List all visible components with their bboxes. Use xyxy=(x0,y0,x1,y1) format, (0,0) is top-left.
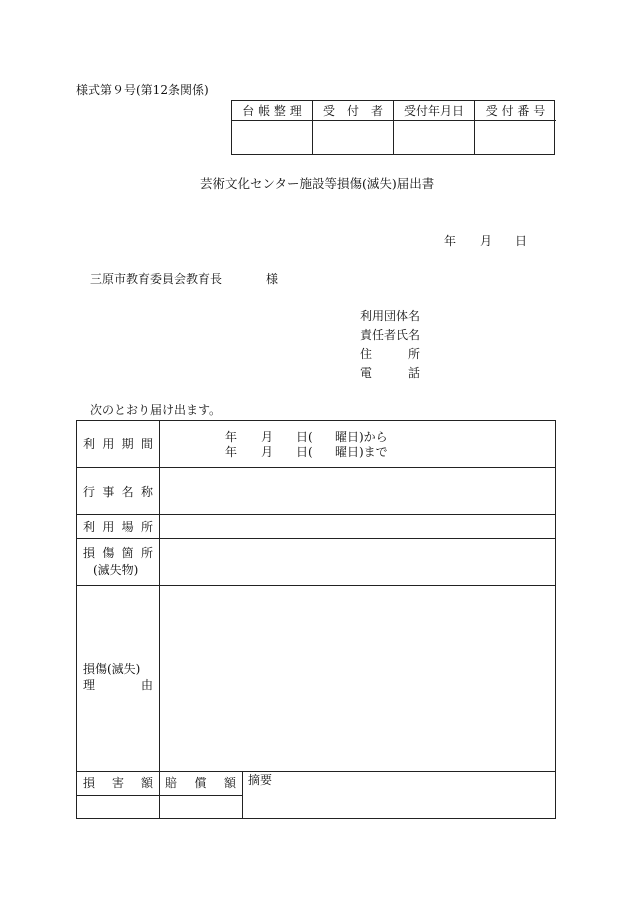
damage-place-sublabel: (滅失物) xyxy=(93,563,139,577)
amount-column-divider xyxy=(242,771,243,818)
compensation-label xyxy=(165,777,236,789)
receipt-col-ledger xyxy=(232,101,313,154)
place-label xyxy=(83,521,153,533)
label-char: 期 xyxy=(121,437,134,451)
remarks-label: 摘要 xyxy=(248,773,273,787)
period-to-weekday: 曜日)まで xyxy=(335,445,388,459)
label-char: 名 xyxy=(121,485,134,499)
loss-amount-field[interactable] xyxy=(79,798,157,816)
label-char: 傷 xyxy=(102,546,115,560)
phone-label-char: 話 xyxy=(407,366,420,380)
label-char: 間 xyxy=(140,437,153,451)
period-to-year: 年 xyxy=(225,445,238,459)
document-title: 芸術文化センター施設等損傷(滅失)届出書 xyxy=(200,176,435,191)
receipt-header-date: 受付年月日 xyxy=(394,101,474,121)
damage-place-field[interactable] xyxy=(163,542,551,582)
label-char: 害 xyxy=(111,776,124,790)
compensation-field[interactable] xyxy=(162,798,240,816)
reason-label-line1: 損傷(滅失) xyxy=(83,662,141,676)
label-char: 由 xyxy=(140,678,153,692)
label-char: 賠 xyxy=(165,776,178,790)
applicant-person-label: 責任者氏名 xyxy=(360,328,421,342)
receipt-col-number xyxy=(475,101,556,154)
damage-place-label xyxy=(83,547,153,559)
label-char: 箇 xyxy=(121,546,134,560)
date-day-label: 日 xyxy=(515,234,528,248)
period-to-month: 月 xyxy=(261,445,274,459)
label-char: 利 xyxy=(83,437,96,451)
receipt-box xyxy=(231,100,555,155)
intro-text: 次のとおり届け出ます。 xyxy=(90,403,222,417)
applicant-org-label: 利用団体名 xyxy=(360,309,421,323)
label-char: 場 xyxy=(121,520,134,534)
period-to-day: 日( xyxy=(296,445,313,459)
period-from-weekday: 曜日)から xyxy=(335,430,388,444)
receipt-header-ledger: 台 帳 整 理 xyxy=(232,101,312,121)
address-label-char: 所 xyxy=(407,347,420,361)
period-label xyxy=(83,438,153,450)
label-char: 損 xyxy=(83,776,96,790)
label-char: 行 xyxy=(83,485,96,499)
label-char: 用 xyxy=(102,520,115,534)
address-label-char: 住 xyxy=(360,347,373,361)
label-char: 額 xyxy=(140,776,153,790)
reason-field[interactable] xyxy=(163,589,551,767)
label-char: 所 xyxy=(140,520,153,534)
applicant-phone-label xyxy=(360,367,420,379)
row-divider xyxy=(77,467,555,468)
label-char: 償 xyxy=(194,776,207,790)
row-divider xyxy=(77,585,555,586)
phone-label-char: 電 xyxy=(360,366,373,380)
place-field[interactable] xyxy=(163,518,551,535)
form-number: 様式第９号(第12条関係) xyxy=(76,83,209,97)
loss-amount-label xyxy=(83,777,153,789)
period-from-year: 年 xyxy=(225,430,238,444)
receipt-col-date xyxy=(394,101,475,154)
label-column-divider xyxy=(159,421,160,818)
event-name-field[interactable] xyxy=(163,471,551,511)
period-from-day: 日( xyxy=(296,430,313,444)
label-char: 額 xyxy=(223,776,236,790)
date-month-label: 月 xyxy=(480,234,493,248)
label-char: 損 xyxy=(83,546,96,560)
label-char: 称 xyxy=(140,485,153,499)
label-char: 理 xyxy=(83,678,96,692)
label-char: 利 xyxy=(83,520,96,534)
label-char: 所 xyxy=(140,546,153,560)
row-divider xyxy=(77,514,555,515)
period-from-month: 月 xyxy=(261,430,274,444)
receipt-col-receiver xyxy=(313,101,394,154)
reason-label-line2 xyxy=(83,679,153,691)
event-name-label xyxy=(83,486,153,498)
receipt-header-number: 受 付 番 号 xyxy=(475,101,556,121)
applicant-address-label xyxy=(360,348,420,360)
label-char: 事 xyxy=(102,485,115,499)
report-form-table xyxy=(76,420,556,819)
label-char: 用 xyxy=(102,437,115,451)
addressee-honorific: 様 xyxy=(266,272,279,286)
row-divider xyxy=(77,538,555,539)
addressee-name: 三原市教育委員会教育長 xyxy=(90,272,223,286)
receipt-header-receiver: 受 付 者 xyxy=(313,101,393,121)
row-divider xyxy=(77,771,555,772)
date-year-label: 年 xyxy=(444,234,457,248)
